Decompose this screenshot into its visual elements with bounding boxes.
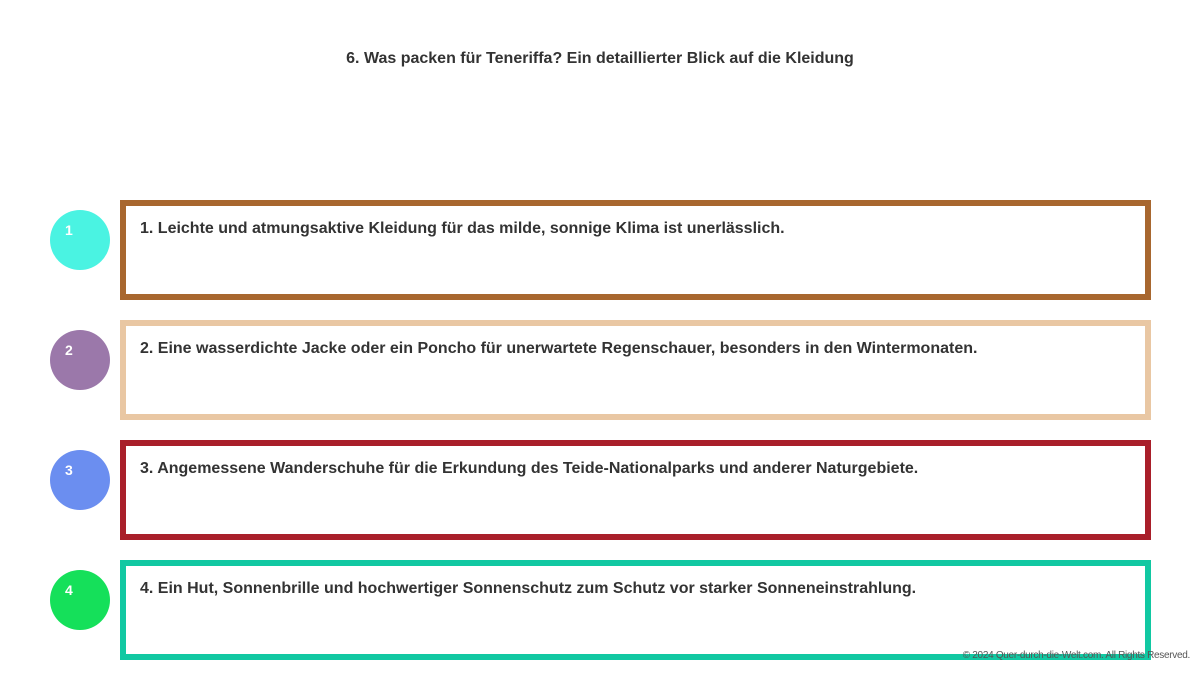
item-text-box-2: 2. Eine wasserdichte Jacke oder ein Poncho für unerwartete Regenschauer, besonders in den Wintermonaten. <box>120 320 1151 420</box>
list-item-4 <box>50 560 1151 660</box>
number-badge-2: 2 <box>50 330 110 390</box>
list-item-1 <box>50 200 1151 300</box>
number-badge-3: 3 <box>50 450 110 510</box>
list-item-3 <box>50 440 1151 540</box>
copyright-footer: © 2024 Quer-durch-die-Welt.com. All Rights Reserved. <box>962 650 1190 661</box>
page-title: 6. Was packen für Teneriffa? Ein detaillierter Blick auf die Kleidung <box>346 50 854 67</box>
list-item-2 <box>50 320 1151 420</box>
item-text-box-3: 3. Angemessene Wanderschuhe für die Erkundung des Teide-Nationalparks und anderer Naturgebiete. <box>120 440 1151 540</box>
number-badge-1: 1 <box>50 210 110 270</box>
item-text-box-4: 4. Ein Hut, Sonnenbrille und hochwertiger Sonnenschutz zum Schutz vor starker Sonneneinstrahlung. <box>120 560 1151 660</box>
item-text-box-1: 1. Leichte und atmungsaktive Kleidung für das milde, sonnige Klima ist unerlässlich. <box>120 200 1151 300</box>
number-badge-4: 4 <box>50 570 110 630</box>
